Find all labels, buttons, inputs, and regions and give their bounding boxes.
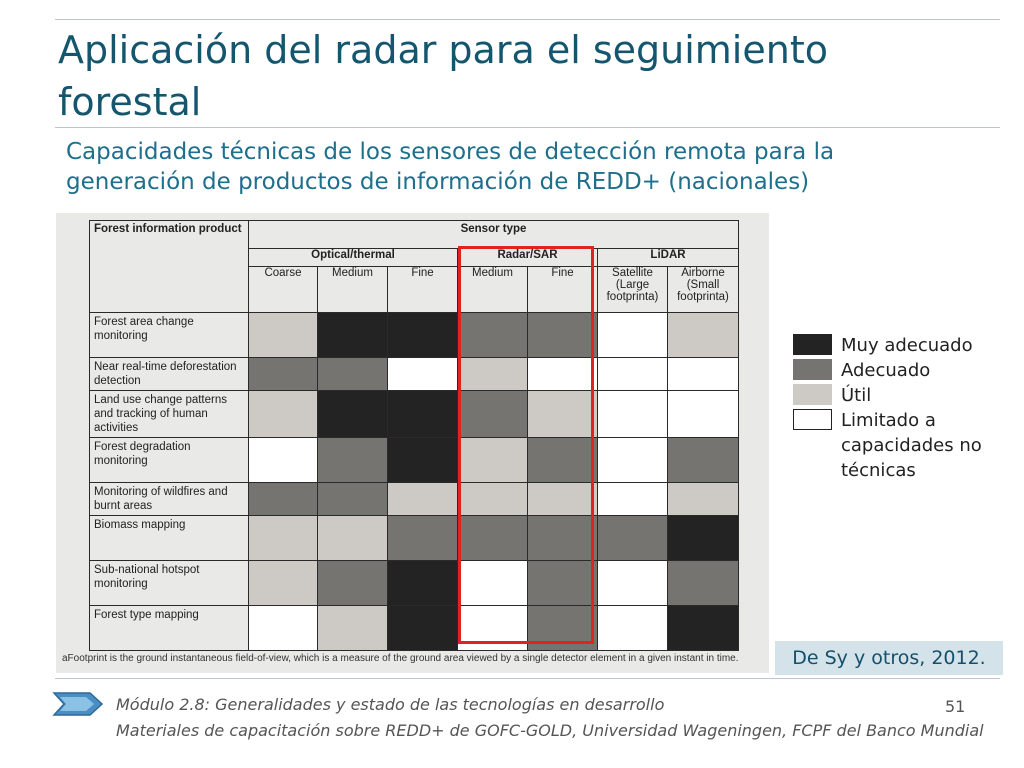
group-optical-thermal: Optical/thermal: [249, 249, 458, 267]
table-row: [90, 391, 739, 438]
product-name: Monitoring of wildfires and burnt areas: [90, 483, 249, 516]
table-row: [90, 561, 739, 606]
rating-cell: [388, 391, 458, 438]
product-name: Forest area change monitoring: [90, 313, 249, 358]
legend-label-limitado: Limitado a capacidades no técnicas: [841, 410, 982, 481]
legend-swatch-muy-adecuado: [793, 334, 832, 355]
legend-swatch-adecuado: [793, 359, 832, 380]
product-name: Land use change patterns and tracking of human activities: [90, 391, 249, 438]
sensor-type-header: Sensor type: [249, 221, 739, 249]
table-row: [90, 483, 739, 516]
sensor-capability-table: [89, 220, 739, 651]
rating-rows: [90, 313, 739, 651]
slide-subtitle: Capacidades técnicas de los sensores de detección remota para la generación de productos de información de REDD+ (nacionales): [66, 139, 835, 195]
rating-cell: [318, 561, 388, 606]
legend-label-muy-adecuado: Muy adecuado: [841, 335, 973, 356]
legend-label-util: Útil: [841, 385, 872, 406]
rating-cell: [249, 606, 318, 651]
rating-cell: [668, 313, 739, 358]
citation-box: De Sy y otros, 2012.: [775, 641, 1003, 675]
subcol-lidar-airborne: Airborne (Small footprinta): [668, 267, 739, 313]
rating-cell: [388, 561, 458, 606]
footer-rule: [55, 678, 1000, 679]
rating-cell: [668, 561, 739, 606]
rating-cell: [318, 516, 388, 561]
rating-cell: [598, 391, 668, 438]
rating-cell: [668, 438, 739, 483]
legend-swatch-util: [793, 384, 832, 405]
subcol-lidar-satellite: Satellite (Large footprinta): [598, 267, 668, 313]
rating-cell: [598, 358, 668, 391]
legend-swatch-limitado: [793, 409, 832, 430]
rating-cell: [388, 438, 458, 483]
subcol-radar-medium: Medium: [458, 267, 528, 313]
rating-cell: [598, 313, 668, 358]
subcol-optical-medium: Medium: [318, 267, 388, 313]
product-name: Near real-time deforestation detection: [90, 358, 249, 391]
subcol-radar-fine: Fine: [528, 267, 598, 313]
footer-materials-text: Materiales de capacitación sobre REDD+ de GOFC-GOLD, Universidad Wageningen, FCPF del Banco Mundial: [116, 721, 984, 740]
rating-cell: [318, 313, 388, 358]
table-row: [90, 313, 739, 358]
rating-cell: [668, 391, 739, 438]
group-lidar: LiDAR: [598, 249, 739, 267]
table-row: [90, 606, 739, 651]
rating-cell: [249, 483, 318, 516]
table-row: [90, 516, 739, 561]
product-name: Biomass mapping: [90, 516, 249, 561]
rating-cell: [249, 358, 318, 391]
rating-cell: [388, 606, 458, 651]
rating-cell: [388, 516, 458, 561]
rating-cell: [318, 391, 388, 438]
rating-cell: [668, 358, 739, 391]
rating-cell: [668, 516, 739, 561]
rating-cell: [668, 483, 739, 516]
top-rule: [55, 19, 1000, 20]
rating-cell: [388, 358, 458, 391]
product-header: Forest information product: [90, 221, 249, 313]
slide-title: Aplicación del radar para el seguimiento forestal: [58, 28, 828, 124]
rating-cell: [318, 483, 388, 516]
rating-cell: [318, 438, 388, 483]
subcol-optical-coarse: Coarse: [249, 267, 318, 313]
rating-cell: [598, 516, 668, 561]
sensor-capability-figure: [56, 213, 769, 673]
rating-cell: [598, 606, 668, 651]
radar-highlight-box: [458, 246, 594, 644]
table-row: [90, 358, 739, 391]
rating-cell: [388, 313, 458, 358]
page-number: 51: [945, 697, 966, 716]
rating-cell: [598, 483, 668, 516]
table-row: [90, 438, 739, 483]
chevron-arrow-icon: [52, 690, 104, 718]
rating-cell: [249, 438, 318, 483]
rating-cell: [668, 606, 739, 651]
footer-module-text: Módulo 2.8: Generalidades y estado de las tecnologías en desarrollo: [116, 695, 665, 714]
rating-cell: [249, 313, 318, 358]
table-footnote: aFootprint is the ground instantaneous field-of-view, which is a measure of the ground area viewed by a single detector element in a given instant in time.: [62, 653, 739, 664]
rating-cell: [318, 606, 388, 651]
product-name: Forest degradation monitoring: [90, 438, 249, 483]
product-name: Sub-national hotspot monitoring: [90, 561, 249, 606]
product-name: Forest type mapping: [90, 606, 249, 651]
rating-cell: [318, 358, 388, 391]
rating-cell: [388, 483, 458, 516]
group-radar-sar: Radar/SAR: [458, 249, 598, 267]
rating-cell: [249, 516, 318, 561]
rating-cell: [249, 391, 318, 438]
subcol-optical-fine: Fine: [388, 267, 458, 313]
legend-label-adecuado: Adecuado: [841, 360, 931, 381]
rating-cell: [598, 438, 668, 483]
rating-cell: [249, 561, 318, 606]
title-rule: [55, 127, 1000, 128]
rating-cell: [598, 561, 668, 606]
